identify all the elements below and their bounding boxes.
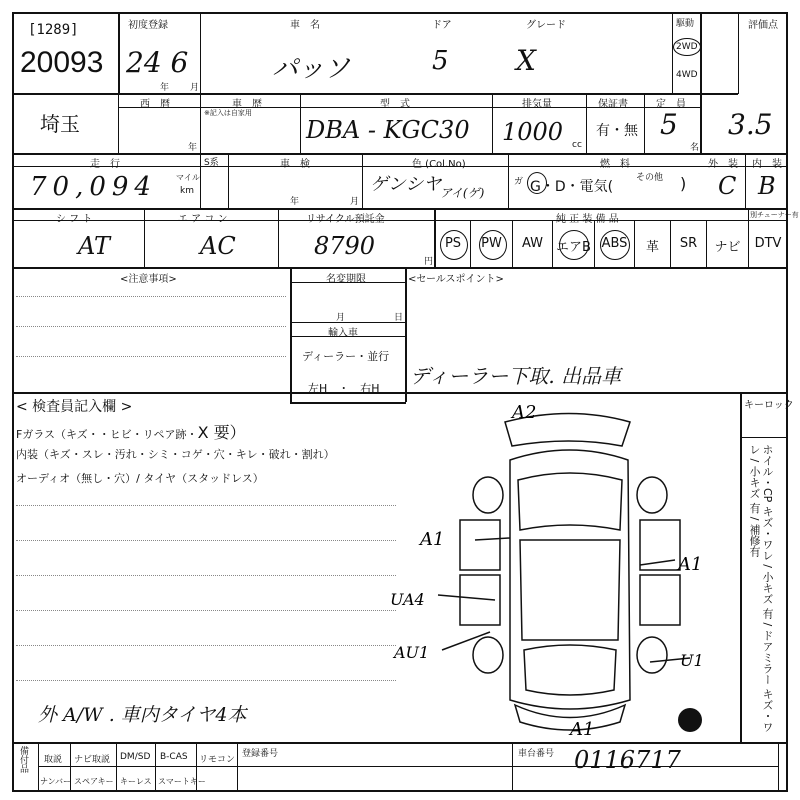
inspector-line1-mark: X 要）: [197, 423, 246, 442]
sales-value: ディーラー下取. 出品車: [410, 364, 622, 388]
shift-value: AT: [78, 232, 111, 260]
inspector-line1-post: ・ヒビ・リペア跡・: [98, 428, 198, 441]
footer-chassis-label: 車台番号: [518, 749, 555, 759]
fuel-g-circle: [527, 172, 547, 194]
inspector-line1: [16, 420, 246, 443]
row-sep-4: [12, 267, 788, 269]
footer-item-smartkey: スマートキー: [158, 777, 206, 786]
footer-item-keyless: キーレス: [120, 777, 152, 786]
first-reg-month: 月: [190, 83, 200, 93]
doors-value: 5: [432, 46, 449, 76]
equip-airbag: エアB: [556, 240, 591, 255]
first-reg-year: 年: [160, 83, 170, 93]
persons-label: 名: [690, 143, 700, 153]
mileage-label: 走 行: [90, 159, 120, 170]
rating-value: 3.5: [728, 108, 773, 141]
right-vertical-notes: ホイル・CP キズ・ワレ / 小キズ 有 / ドアミラー キズ・ワレ / 小キズ 有 / 補修有: [748, 444, 774, 733]
footer-item-dmsd: DM/SD: [120, 752, 151, 762]
footer-item-manual: 取説: [44, 755, 63, 765]
equip-pw: PW: [481, 236, 502, 251]
rating-label: 評価点: [748, 20, 778, 31]
mark-a1-left: A1: [420, 529, 445, 550]
border-bottom: [12, 790, 788, 792]
import-label: 輸入車: [328, 328, 358, 339]
equip-airbag-circle: [559, 230, 589, 260]
inspector-line1-pre: Fガラス（キズ・: [16, 428, 99, 441]
footer-item-plate: ナンバー: [40, 777, 72, 786]
warranty-label: 保証書: [598, 99, 628, 110]
drive-2wd-circle: [673, 38, 701, 56]
car-diagram: [390, 400, 740, 740]
color-value: ゲンシヤ: [370, 174, 442, 195]
model-label: 型 式: [380, 99, 410, 110]
footer-item-sparekey: スペアキー: [74, 777, 114, 786]
drive-2wd: 2WD: [676, 42, 698, 52]
doors-label: ドア: [432, 20, 452, 31]
sales-label: <セールスポイント>: [408, 274, 504, 285]
row-sep-6: [12, 742, 788, 744]
recycle-value: 8790: [314, 232, 376, 260]
equip-pw-circle: [479, 230, 507, 260]
int-label: 内 装: [752, 159, 782, 170]
row-sep-5: [12, 392, 788, 394]
car-name-value: パッソ: [272, 54, 351, 84]
ac-label: エ ア コ ン: [178, 214, 228, 225]
model-value: DBA - KGC30: [306, 116, 470, 144]
grade-label: グレード: [526, 20, 566, 31]
footer-item-navi-manual: ナビ取説: [74, 755, 111, 765]
capacity-label: 定 員: [656, 99, 686, 110]
footer-item-bcas: B-CAS: [160, 752, 188, 762]
ext-label: 外 装: [708, 159, 738, 170]
mark-a1-bottom: A1: [570, 719, 595, 740]
name-change-label: 名変期限: [326, 274, 366, 285]
mileage-unit-km: km: [180, 186, 194, 196]
row-sep-3: [12, 208, 788, 210]
name-change-month: 月: [336, 313, 346, 323]
footer-chassis-value: 0116717: [574, 746, 681, 774]
equip-sr: SR: [679, 236, 698, 251]
recycle-label: リサイクル預託金: [306, 214, 385, 225]
shift-label: シ フ ト: [56, 214, 93, 225]
int-value: B: [758, 172, 776, 200]
displacement-value: 1000: [502, 118, 564, 146]
lot-label: [1289]: [28, 22, 79, 38]
inspector-line3: オーディオ（無し・穴）/ タイヤ（スタッドレス）: [16, 472, 264, 485]
color-note: アイ(ゲ): [440, 186, 485, 200]
fuel-label: 燃 料: [600, 159, 630, 170]
meter-label: S系: [204, 158, 219, 168]
mark-ua4: UA4: [390, 590, 425, 609]
first-reg-value: 24 6: [126, 46, 189, 79]
equipment-tuner: 別チューナー有: [750, 211, 799, 219]
ac-value: AC: [200, 232, 236, 260]
inspection-month: 月: [350, 197, 360, 207]
fuel-options: G・D・電気(: [530, 179, 614, 195]
import-handle: 左H ・ 右H: [308, 382, 380, 395]
ext-value: C: [718, 172, 737, 200]
grade-value: X: [516, 44, 536, 77]
footer-reg-label: 登録番号: [242, 749, 279, 759]
drive-label: 駆動: [676, 19, 695, 29]
history-note: ※記入は自家用: [204, 109, 252, 117]
name-change-day: 日: [394, 313, 404, 323]
displacement-label: 排気量: [522, 99, 552, 110]
first-reg-label: 初度登録: [128, 20, 168, 31]
fuel-gas: ガ: [514, 177, 524, 187]
inspector-handwritten: 外 A/W . 車内タイヤ4本: [38, 704, 247, 726]
history-label: 車 歴: [232, 99, 262, 110]
fuel-close: ): [680, 174, 687, 193]
mileage-value: 70,094: [30, 172, 157, 202]
row-sep-2: [12, 153, 788, 155]
mileage-unit-mile: マイル: [176, 173, 200, 182]
capacity-value: 5: [660, 108, 678, 141]
mark-au1: AU1: [394, 643, 430, 662]
equip-ps: PS: [444, 236, 462, 251]
footer-legend: 備付品: [18, 746, 28, 773]
region: 埼玉: [40, 112, 80, 136]
fuel-other: その他: [636, 173, 664, 183]
mark-u1: U1: [680, 651, 704, 670]
equip-ps-circle: [440, 230, 468, 260]
recycle-yen: 円: [424, 257, 434, 267]
inspection-label: 車 検: [280, 159, 310, 170]
drive-4wd: 4WD: [676, 70, 698, 80]
row-sep-1: [12, 93, 738, 95]
inspector-title: < 検査員記入欄 >: [16, 399, 133, 415]
era-label: 西 暦: [140, 99, 170, 110]
equip-aw: AW: [521, 236, 544, 251]
import-dealer: ディーラー・並行: [302, 350, 390, 363]
mark-a2: A2: [512, 402, 537, 423]
inspection-year: 年: [290, 197, 300, 207]
equip-abs: ABS: [601, 236, 628, 251]
lot-number: 20093: [20, 46, 104, 79]
warranty-value: 有・無: [596, 123, 638, 139]
equipment-label: 純 正 装 備 品: [556, 214, 619, 225]
inspector-line2: 内装（キズ・スレ・汚れ・シミ・コゲ・穴・キレ・破れ・割れ）: [16, 448, 335, 461]
footer-item-remote: リモコン: [199, 755, 236, 765]
cc-label: cc: [572, 140, 582, 150]
equip-dtv: DTV: [754, 236, 782, 251]
mark-a1-right: A1: [678, 554, 703, 575]
equip-abs-circle: [600, 230, 630, 260]
equip-navi: ナビ: [714, 240, 741, 255]
car-name-label: 車 名: [290, 20, 320, 31]
equip-leather: 革: [645, 240, 659, 255]
color-label: 色 (Col.No): [412, 159, 466, 170]
caution-label: <注意事項>: [120, 274, 177, 285]
era-year: 年: [188, 143, 198, 153]
keyless-label: キーロック: [744, 400, 794, 411]
